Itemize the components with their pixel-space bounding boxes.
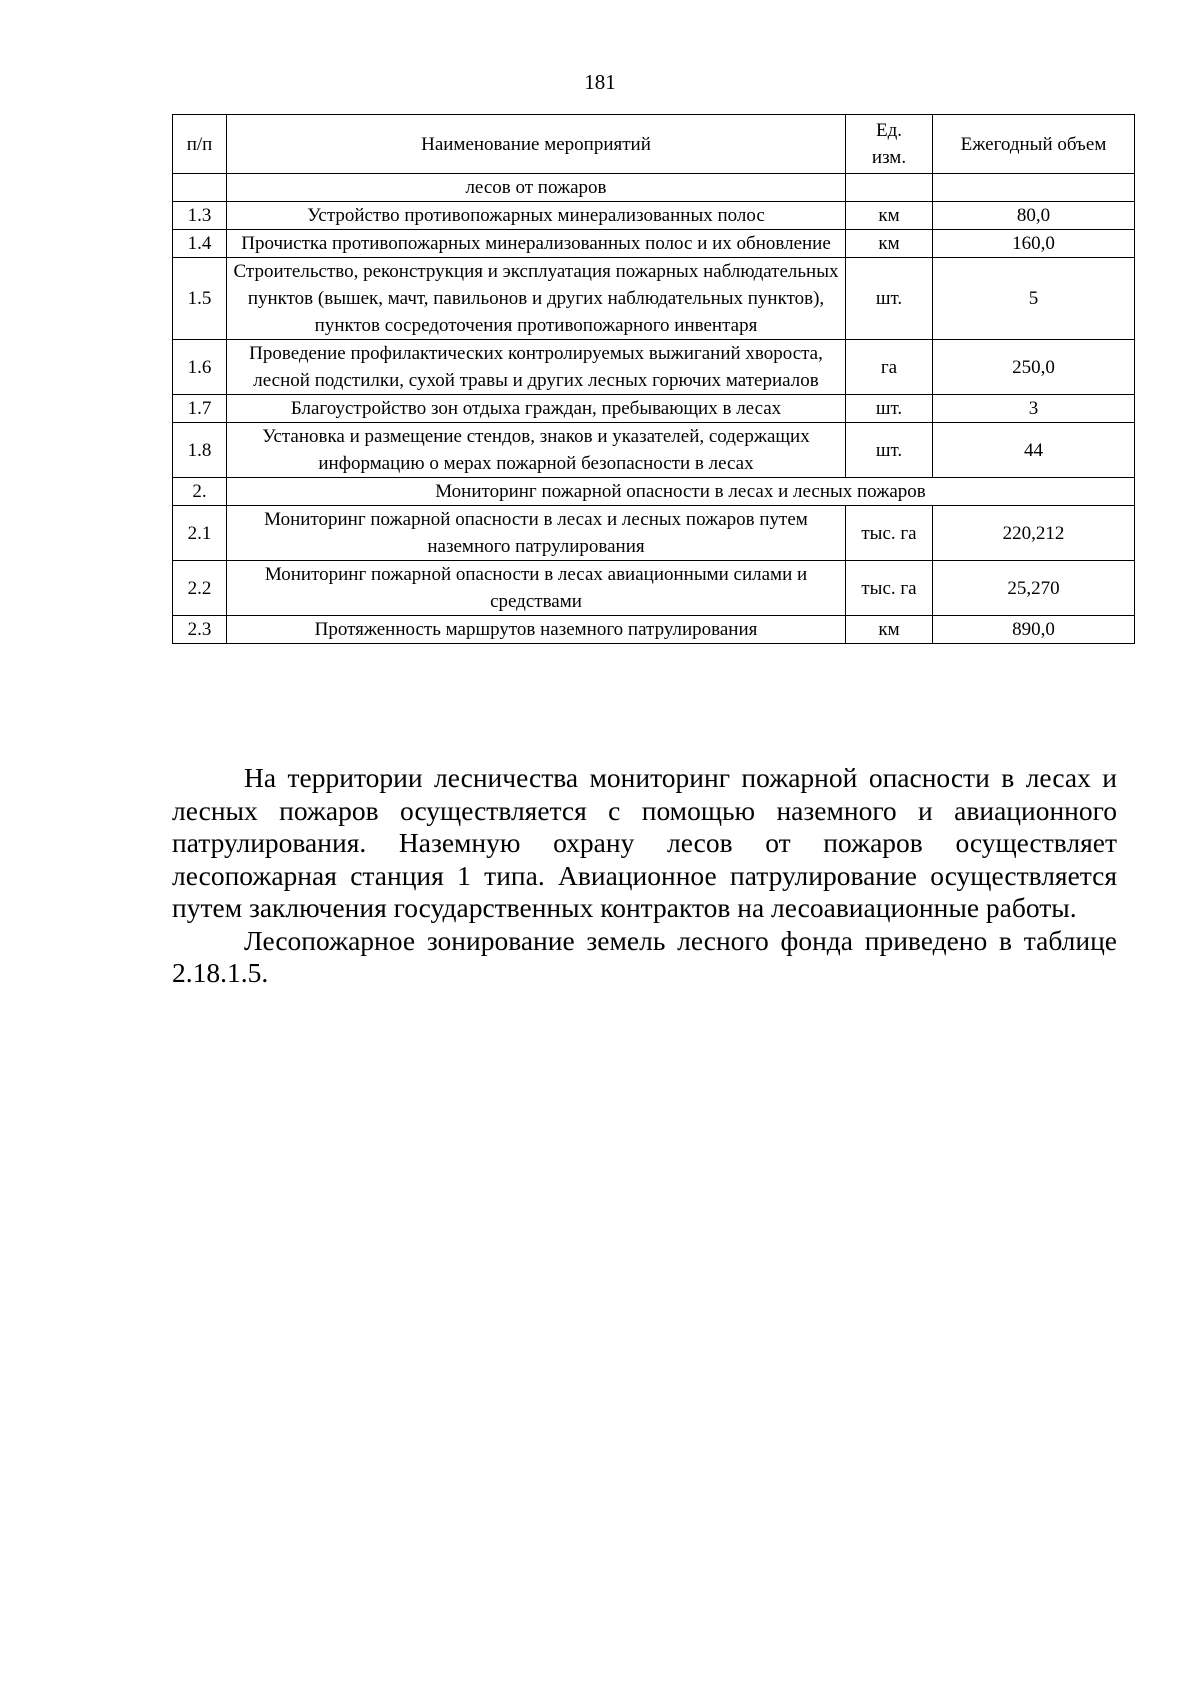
header-unit-line1: Ед. bbox=[875, 120, 903, 141]
cell-num: 1.6 bbox=[173, 340, 227, 395]
cell-name: Мониторинг пожарной опасности в лесах авиационными силами и средствами bbox=[227, 561, 846, 616]
cell-volume: 44 bbox=[933, 423, 1135, 478]
table-rows-section2 bbox=[173, 506, 1135, 644]
cell-volume: 220,212 bbox=[933, 506, 1135, 561]
table-row-section2 bbox=[173, 478, 1135, 506]
cell-unit: км bbox=[846, 616, 933, 644]
cell-name: Устройство противопожарных минерализованных полос bbox=[227, 202, 846, 230]
table-row bbox=[173, 202, 1135, 230]
cell-num: 1.7 bbox=[173, 395, 227, 423]
cell-volume: 5 bbox=[933, 258, 1135, 340]
table-row bbox=[173, 506, 1135, 561]
cell-volume: 890,0 bbox=[933, 616, 1135, 644]
table-row-continuation bbox=[173, 174, 1135, 202]
cell-unit-empty bbox=[846, 174, 933, 202]
cell-name: Протяженность маршрутов наземного патрулирования bbox=[227, 616, 846, 644]
table-row bbox=[173, 258, 1135, 340]
cell-unit: га bbox=[846, 340, 933, 395]
page-number: 181 bbox=[584, 70, 616, 94]
cell-unit: шт. bbox=[846, 395, 933, 423]
header-volume: Ежегодный объем bbox=[933, 115, 1135, 174]
body-text bbox=[172, 762, 1117, 990]
cell-num: 2.1 bbox=[173, 506, 227, 561]
table-row bbox=[173, 561, 1135, 616]
cell-volume: 3 bbox=[933, 395, 1135, 423]
table-rows-section1 bbox=[173, 202, 1135, 478]
table-row bbox=[173, 340, 1135, 395]
paragraph: На территории лесничества мониторинг пожарной опасности в лесах и лесных пожаров осуществляется с помощью наземного и авиационного патрулирования. Наземную охрану лесов от пожаров осуществляет лесопожарная станция 1 типа. Авиационное патрулирование осуществляется путем заключения государственных контрактов на лесоавиационные работы. bbox=[172, 762, 1117, 923]
cell-num: 2. bbox=[173, 478, 227, 506]
paragraph: Лесопожарное зонирование земель лесного фонда приведено в таблице 2.18.1.5. bbox=[172, 924, 1117, 988]
table-row bbox=[173, 230, 1135, 258]
cell-num: 1.3 bbox=[173, 202, 227, 230]
cell-volume-empty bbox=[933, 174, 1135, 202]
cell-unit: шт. bbox=[846, 423, 933, 478]
cell-unit: шт. bbox=[846, 258, 933, 340]
cell-unit: км bbox=[846, 202, 933, 230]
cell-volume: 25,270 bbox=[933, 561, 1135, 616]
cell-name: Прочистка противопожарных минерализованных полос и их обновление bbox=[227, 230, 846, 258]
table-row bbox=[173, 423, 1135, 478]
table-row bbox=[173, 616, 1135, 644]
cell-volume: 160,0 bbox=[933, 230, 1135, 258]
section2-title: Мониторинг пожарной опасности в лесах и лесных пожаров bbox=[227, 478, 1135, 506]
table-header-row bbox=[173, 115, 1135, 174]
header-unit bbox=[846, 115, 933, 174]
cell-num: 1.8 bbox=[173, 423, 227, 478]
fire-prevention-measures-table bbox=[172, 114, 1135, 644]
header-unit-line2: изм. bbox=[871, 147, 907, 168]
cell-name: Мониторинг пожарной опасности в лесах и лесных пожаров путем наземного патрулирования bbox=[227, 506, 846, 561]
cell-volume: 80,0 bbox=[933, 202, 1135, 230]
cell-name: Благоустройство зон отдыха граждан, пребывающих в лесах bbox=[227, 395, 846, 423]
cell-unit: тыс. га bbox=[846, 561, 933, 616]
cell-name: Строительство, реконструкция и эксплуатация пожарных наблюдательных пунктов (вышек, мачт, павильонов и других наблюдательных пунктов), пунктов сосредоточения противопожарного инвентаря bbox=[227, 258, 846, 340]
cell-num: 2.2 bbox=[173, 561, 227, 616]
cell-name: Проведение профилактических контролируемых выжиганий хвороста, лесной подстилки, сухой травы и других лесных горючих материалов bbox=[227, 340, 846, 395]
cell-volume: 250,0 bbox=[933, 340, 1135, 395]
cell-num-empty bbox=[173, 174, 227, 202]
table-row bbox=[173, 395, 1135, 423]
cell-unit: тыс. га bbox=[846, 506, 933, 561]
cell-num: 2.3 bbox=[173, 616, 227, 644]
cell-num: 1.4 bbox=[173, 230, 227, 258]
cell-continuation: лесов от пожаров bbox=[227, 174, 846, 202]
cell-name: Установка и размещение стендов, знаков и указателей, содержащих информацию о мерах пожарной безопасности в лесах bbox=[227, 423, 846, 478]
cell-unit: км bbox=[846, 230, 933, 258]
header-name: Наименование мероприятий bbox=[227, 115, 846, 174]
header-num: п/п bbox=[173, 115, 227, 174]
cell-num: 1.5 bbox=[173, 258, 227, 340]
